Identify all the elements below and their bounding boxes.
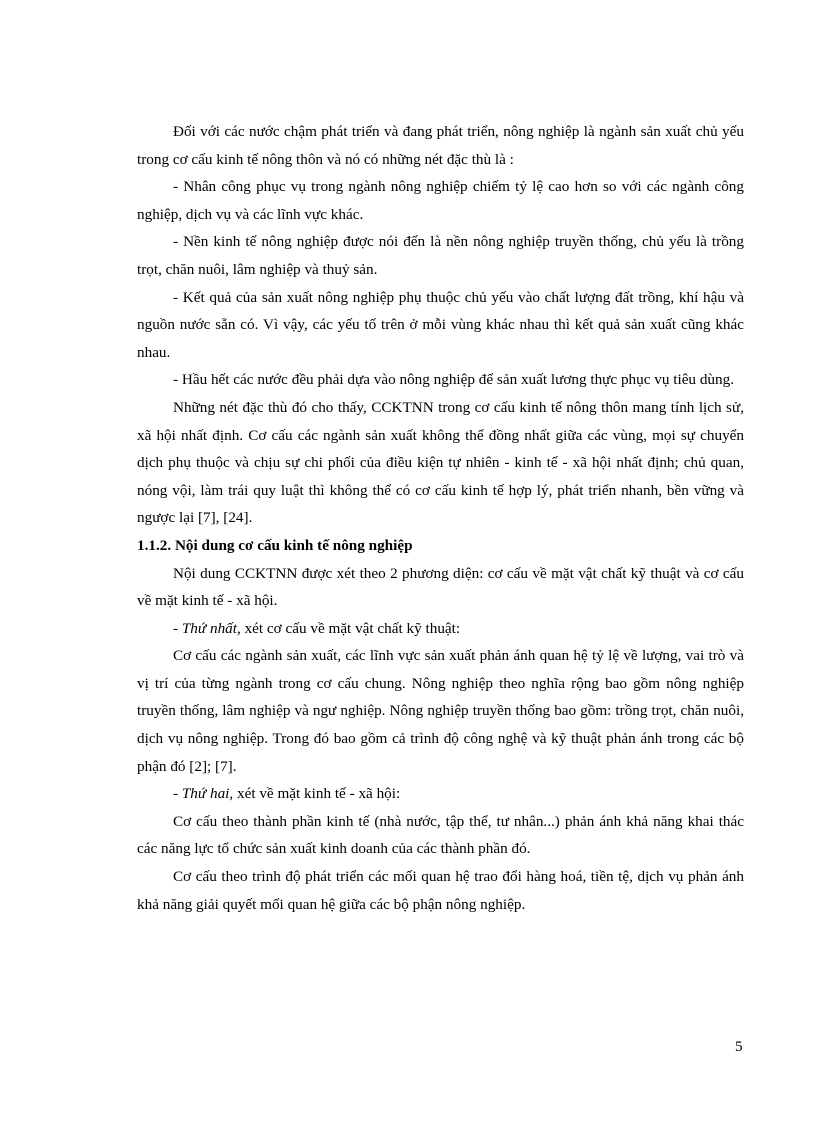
paragraph-characteristics-summary: Những nét đặc thù đó cho thấy, CCKTNN trong cơ cấu kinh tế nông thôn mang tính lịch sử, xã hội nhất định. Cơ cấu các ngành sản xuất không thể đồng nhất giữa các vùng, mọi sự chuyển dịch phụ thuộc và chịu sự chi phối của điều kiện tự nhiên - kinh tế - xã hội nhất định; chủ quan, nóng vội, làm trái quy luật thì không thể có cơ cấu kinh tế hợp lý, phát triển nhanh, bền vững và ngược lại [7], [24]. (137, 398, 744, 527)
second-label: Thứ hai (181, 785, 230, 803)
paragraph-first-aspect-body: Cơ cấu các ngành sản xuất, các lĩnh vực sản xuất phản ánh quan hệ tỷ lệ về lượng, vai trò và vị trí của từng ngành trong cơ cấu chung. Nông nghiệp theo nghĩa rộng bao gồm nông nghiệp truyền thống, lâm nghiệp và ngư nghiệp. Nông nghiệp truyền thống bao gồm: trồng trọt, chăn nuôi, dịch vụ nông nghiệp. Trong đó bao gồm cả trình độ công nghệ và kỹ thuật phản ánh trong các bộ phận đó [2]; [7]. (137, 647, 744, 775)
paragraph-food-production: - Hầu hết các nước đều phải dựa vào nông nghiệp để sản xuất lương thực phục vụ tiêu dùng. (173, 371, 734, 389)
paragraph-intro-developing-countries: Đối với các nước chậm phát triển và đang phát triển, nông nghiệp là ngành sản xuất chủ yếu trong cơ cấu kinh tế nông thôn và nó có những nét đặc thù là : (137, 123, 744, 168)
paragraph-labor-share: - Nhân công phục vụ trong ngành nông nghiệp chiếm tỷ lệ cao hơn so với các ngành công nghiệp, dịch vụ và các lĩnh vực khác. (137, 178, 744, 223)
section-heading: 1.1.2. Nội dung cơ cấu kinh tế nông nghiệp (137, 536, 413, 554)
first-rest: , xét cơ cấu về mặt vật chất kỹ thuật: (236, 619, 461, 637)
paragraph-content-intro: Nội dung CCKTNN được xét theo 2 phương diện: cơ cấu về mặt vật chất kỹ thuật và cơ cấu về mặt kinh tế - xã hội. (137, 564, 744, 610)
paragraph-economic-sectors: Cơ cấu theo thành phần kinh tế (nhà nước, tập thể, tư nhân...) phản ánh khả năng khai thác các năng lực tổ chức sản xuất kinh doanh của các thành phần đó. (137, 812, 744, 858)
second-rest: , xét về mặt kinh tế - xã hội: (229, 785, 401, 803)
paragraph-second-aspect (137, 780, 744, 808)
paragraph-production-results: - Kết quả của sản xuất nông nghiệp phụ thuộc chủ yếu vào chất lượng đất trồng, khí hậu và nguồn nước sẵn có. Vì vậy, các yếu tố trên ở mỗi vùng khác nhau thì kết quả sản xuất cũng khác nhau. (137, 288, 744, 361)
paragraph-first-aspect (137, 615, 744, 643)
first-label: Thứ nhất (181, 619, 237, 637)
second-dash: - (173, 785, 182, 803)
paragraph-development-level: Cơ cấu theo trình độ phát triển các mối quan hệ trao đổi hàng hoá, tiền tệ, dịch vụ phản ánh khả năng giải quyết mối quan hệ giữa các bộ phận nông nghiệp. (137, 868, 744, 913)
page-number: 5 (735, 1038, 743, 1055)
document-body (137, 118, 744, 918)
paragraph-traditional-agriculture: - Nền kinh tế nông nghiệp được nói đến là nền nông nghiệp truyền thống, chủ yếu là trồng trọt, chăn nuôi, lâm nghiệp và thuỷ sản. (137, 233, 744, 278)
first-dash: - (173, 619, 182, 637)
